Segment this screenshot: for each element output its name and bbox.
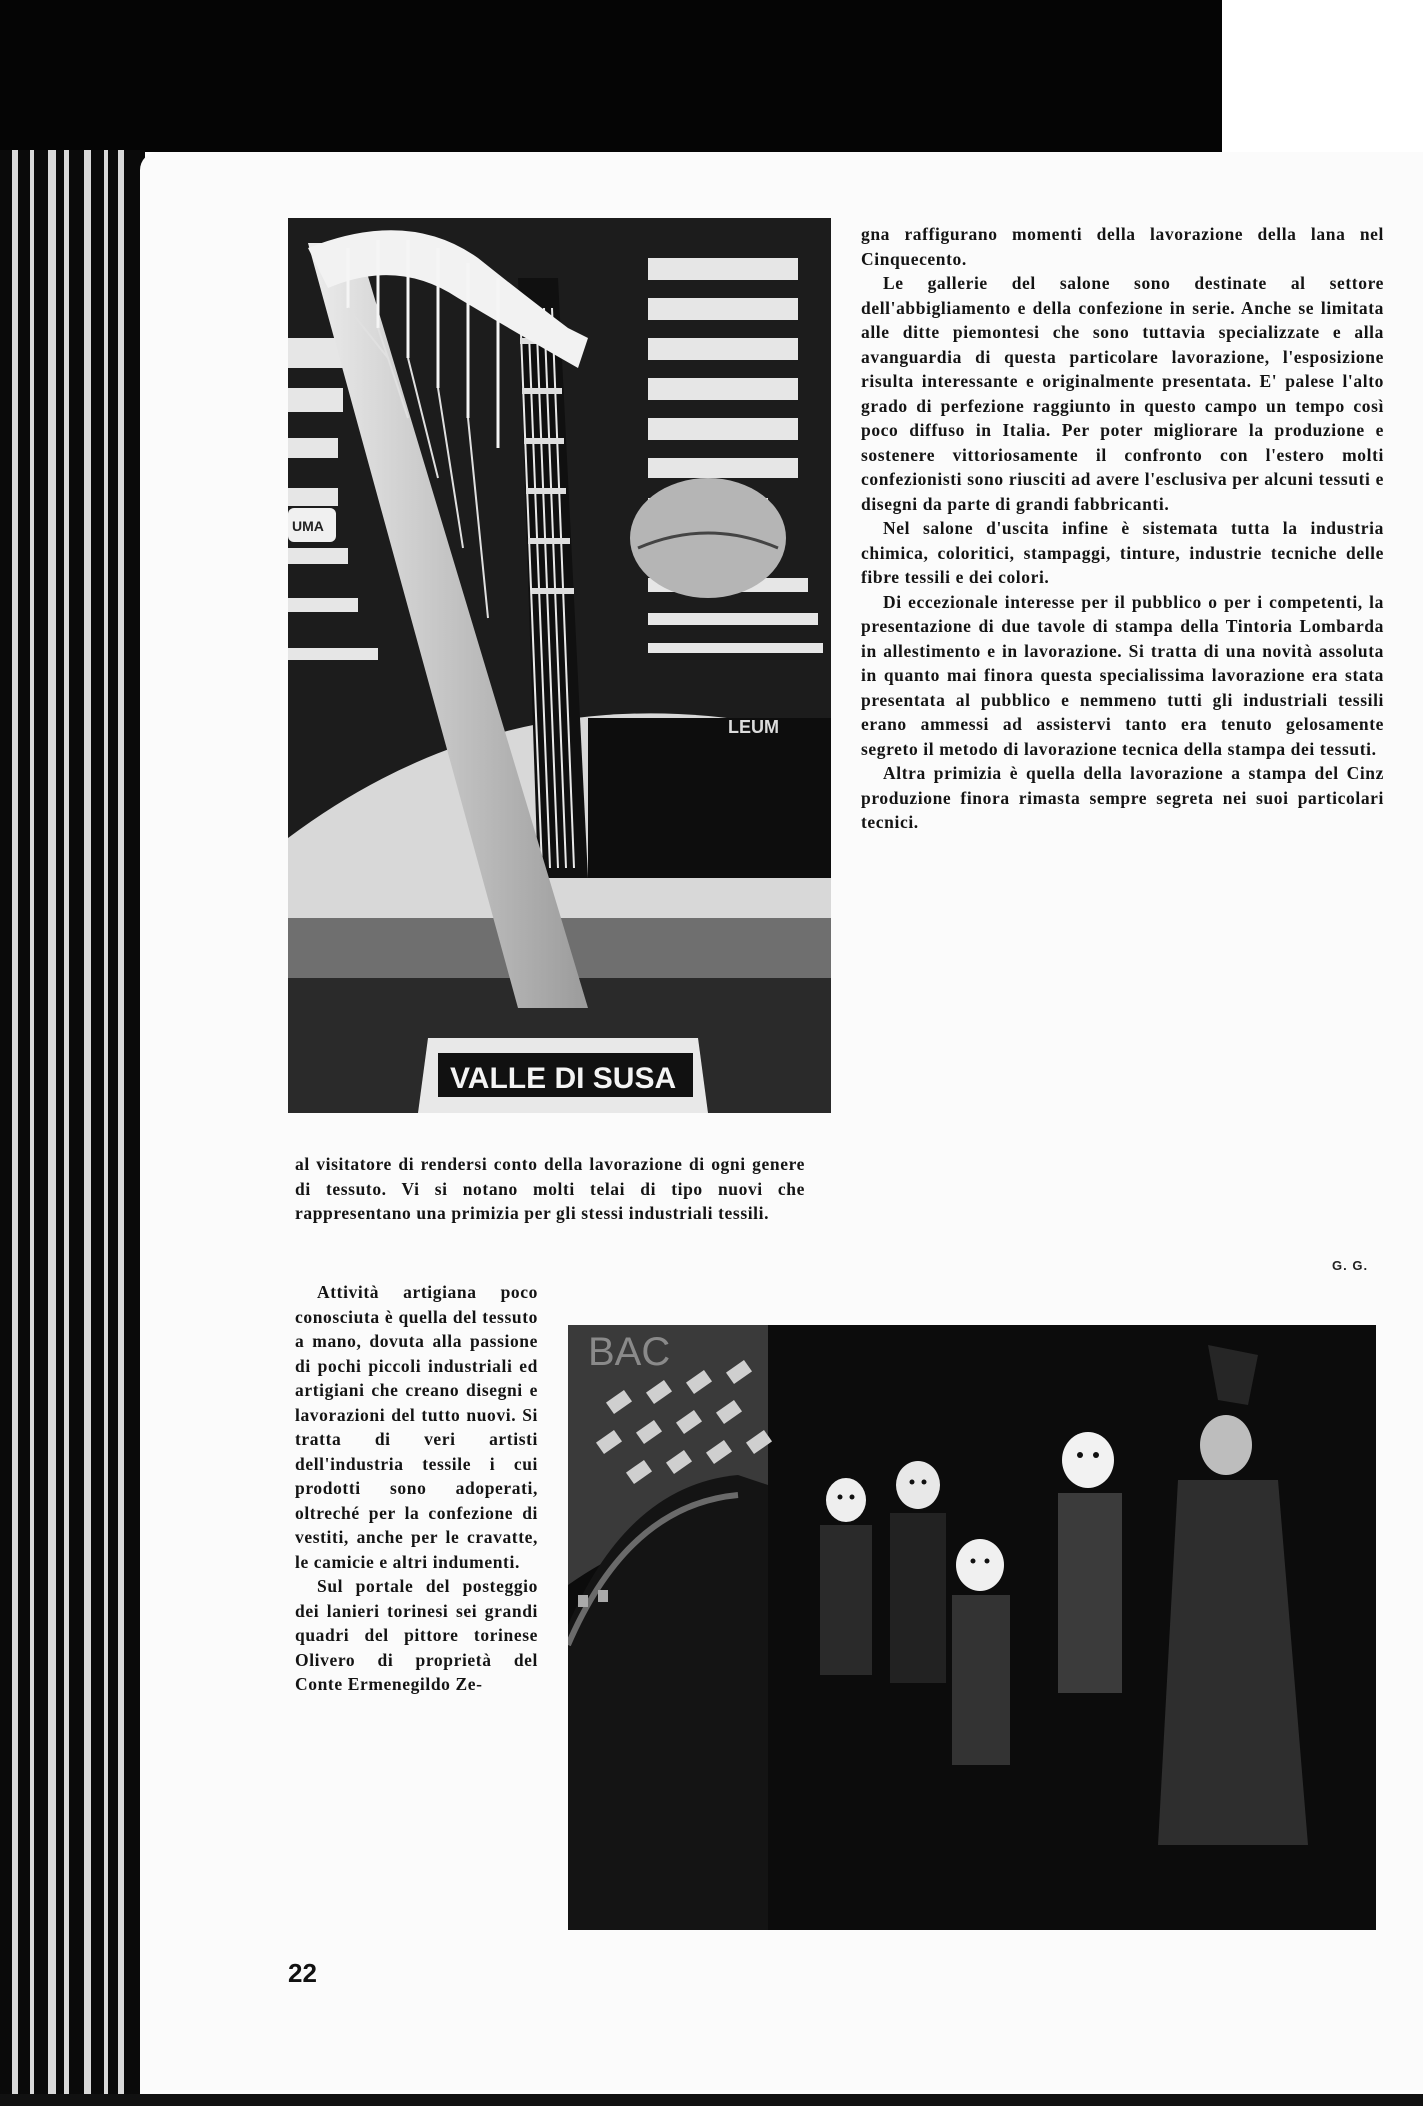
article-column-left-top: [295, 1152, 805, 1226]
uma-sign: UMA: [292, 518, 324, 534]
page-number: 22: [288, 1958, 317, 1988]
mannequins-illustration: [568, 1325, 1376, 1930]
scan-border-top: [0, 0, 1222, 152]
bac-sign: BAC: [588, 1330, 671, 1374]
leum-banner: LEUM: [728, 717, 779, 737]
mannequins-exhibit-photo: [568, 1325, 1376, 1930]
valle-di-susa-sign: VALLE DI SUSA: [450, 1062, 677, 1095]
paragraph: Sul portale del posteggio dei lanieri torinesi sei grandi quadri del pittore torinese Olivero di proprietà del Conte Ermenegildo Ze-: [295, 1576, 538, 1694]
book-spine: [0, 150, 145, 2106]
paragraph: Attività artigiana poco conosciuta è quella del tessuto a mano, dovuta alla passione di pochi piccoli industriali ed artigiani che creano disegni e lavorazioni del tutto nuovi. Si tratta di veri artisti dell'industria tessile i cui prodotti sono adoperati, oltreché per la confezione di vestiti, anche per le cravatte, le camicie e altri indumenti.: [295, 1282, 538, 1572]
paragraph: Le gallerie del salone sono destinate al settore dell'abbigliamento e della confezione in serie. Anche se limitata alle ditte piemontesi che sono tuttavia specializzate e alla avanguardia di questa particolare lavorazione, l'esposizione risulta interessante e originalmente presentata. E' palese l'alto grado di perfezione raggiunto in questo campo un tempo così poco diffuso in Italia. Per poter migliorare la produzione e sostenere vittoriosamente il confronto con l'estero molti confezionisti sono riusciti ad avere l'esclusiva per alcuni tessuti e disegni da parte di grandi fabbricanti.: [861, 273, 1384, 514]
paragraph: al visitatore di rendersi conto della lavorazione di ogni genere di tessuto. Vi si notano molti telai di tipo nuovi che rappresentano una primizia per gli stessi industriali tessili.: [295, 1154, 805, 1223]
article-column-left-narrow: [295, 1280, 538, 1697]
author-signature: G. G.: [1332, 1258, 1369, 1273]
harp-illustration: [288, 218, 831, 1113]
paragraph: Altra primizia è quella della lavorazione a stampa del Cinz produzione finora rimasta sempre segreta nei suoi particolari tecnici.: [861, 763, 1384, 832]
paragraph: Di eccezionale interesse per il pubblico o per i competenti, la presentazione di due tavole di stampa della Tintoria Lombarda in allestimento e in lavorazione. Si tratta di una novità assoluta in quanto mai finora questa specialissima lavorazione era stata presentata al pubblico e nemmeno tutti gli industriali tessili erano ammessi ad assistervi tanto era tenuto gelosamente segreto il metodo di lavorazione tecnica della stampa dei tessuti.: [861, 591, 1384, 759]
scan-border-bottom: [0, 2094, 1423, 2106]
harp-exhibit-photo: [288, 218, 831, 1113]
article-column-right: [861, 222, 1384, 835]
paragraph: Nel salone d'uscita infine è sistemata tutta la industria chimica, coloritici, stampaggi, tinture, industrie tecniche delle fibre tessili e dei colori.: [861, 518, 1384, 587]
paragraph: gna raffigurano momenti della lavorazione della lana nel Cinquecento.: [861, 224, 1384, 269]
